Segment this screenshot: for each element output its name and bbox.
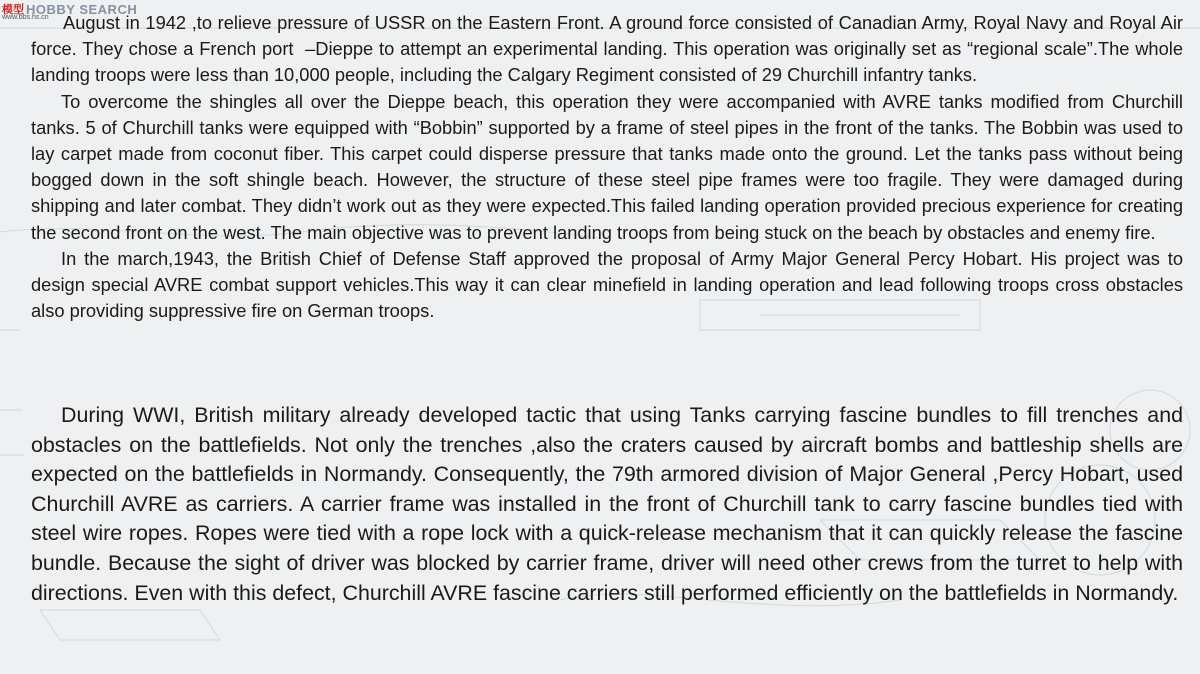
paragraph-hobart-proposal: In the march,1943, the British Chief of Defense Staff approved the proposal of Army Major General Percy Hobart. His project was to design special AVRE combat support vehicles.This way it can clear minefield in landing operation and lead following troops cross obstacles also providing suppressive fire on German troops.	[31, 247, 1183, 322]
article-body-large	[31, 401, 1183, 608]
watermark-logo: 模型	[2, 3, 24, 16]
paragraph-bobbin: To overcome the shingles all over the Dieppe beach, this operation they were accompanied with AVRE tanks modified from Churchill tanks. 5 of Churchill tanks were equipped with “Bobbin” supported by a frame of steel pipes in the front of the tanks. The Bobbin was used to lay carpet made from coconut fiber. This carpet could disperse pressure that tanks made onto the ground. Let the tanks pass without being bogged down in the soft shingle beach. However, the structure of these steel pipe frames were too fragile. They were damaged during shipping and later combat. They didn’t work out as they were expected.This failed landing operation provided precious experience for creating the second front on the west. The main objective was to prevent landing troops from being stuck on the beach by obstacles and enemy fire.	[31, 90, 1183, 243]
paragraph-fascine-carriers: During WWI, British military already developed tactic that using Tanks carrying fascine bundles to fill trenches and obstacles on the battlefields. Not only the trenches ,also the craters caused by aircraft bombs and battleship shells are expected on the battlefields in Normandy. Consequently, the 79th armored division of Major General ,Percy Hobart, used Churchill AVRE as carriers. A carrier frame was installed in the front of Churchill tank to carry fascine bundles tied with steel wire ropes. Ropes were tied with a rope lock with a quick-release mechanism that it can quickly release the fascine bundle. Because the sight of driver was blocked by carrier frame, driver will need other crews from the turret to help with directions. Even with this defect, Churchill AVRE fascine carriers still performed efficiently on the battlefields in Normandy.	[31, 403, 1183, 605]
watermark-url: www.bbs.hs.cn	[2, 14, 49, 21]
article-body-small	[31, 10, 1183, 324]
watermark-site-name: HOBBY SEARCH	[26, 2, 138, 17]
paragraph-dieppe-intro: August in 1942 ,to relieve pressure of USSR on the Eastern Front. A ground force consisted of Canadian Army, Royal Navy and Royal Air force. They chose a French port –Dieppe to attempt an experimental landing. This operation was originally set as “regional scale”.The whole landing troops were less than 10,000 people, including the Calgary Regiment consisted of 29 Churchill infantry tanks.	[31, 12, 1183, 86]
